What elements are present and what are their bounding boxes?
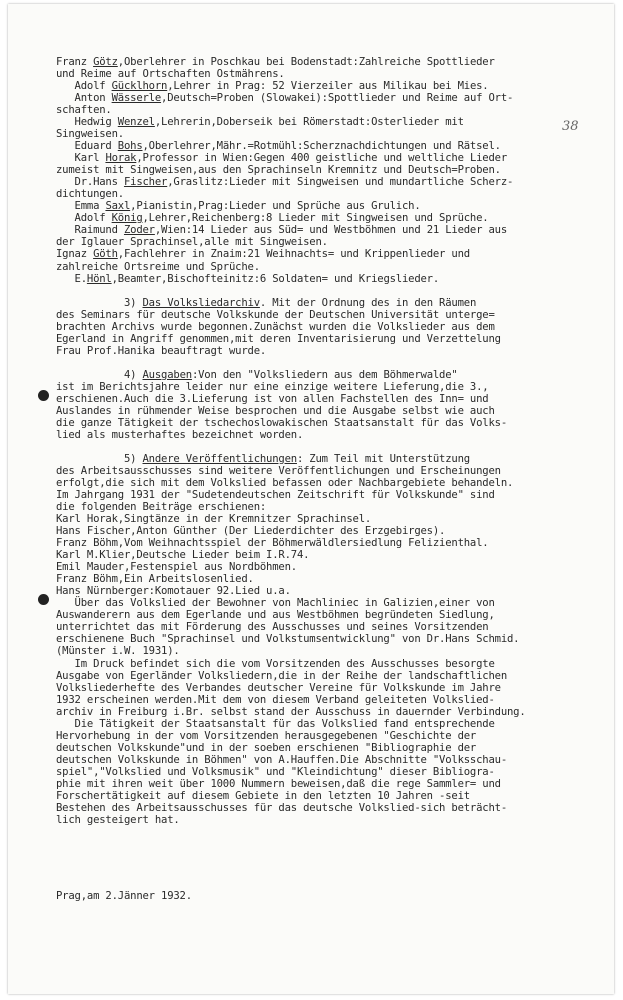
line-text: Bestehen des Arbeitsausschusses für das deutsche Volkslied-sich beträcht- (56, 801, 507, 814)
text-line (56, 68, 285, 80)
text-line (56, 718, 495, 730)
line-text: 5) (56, 452, 143, 465)
line-text: archiv in Freiburg i.Br. selbst stand der Ausschuss in dauernder Verbindung. (56, 705, 526, 718)
text-line (56, 429, 303, 441)
text-line (56, 212, 488, 224)
text-line (56, 381, 488, 393)
line-text: und Reime auf Ortschaften Ostmährens. (56, 68, 285, 81)
line-text: Hans Nürnberger:Komotauer 92.Lied u.a. (56, 585, 291, 598)
line-text: des Seminars für deutsche Volkskunde der Deutschen Universität unterge= (56, 308, 495, 321)
line-text: 1932 erscheinen werden.Mit dem von diesem Verband geleiteten Volkslied- (56, 693, 495, 706)
document-page (8, 4, 614, 994)
line-text: Hans Fischer,Anton Günther (Der Liederdichter des Erzgebirges). (56, 525, 446, 538)
underlined-name: Zoder (123, 224, 155, 237)
text-line (56, 525, 445, 537)
text-line (56, 248, 470, 260)
text-line (56, 164, 501, 176)
line-text: Egerland in Angriff genommen,mit deren Inventarisierung und Verzettelung (56, 332, 501, 345)
line-text: Singweisen. (56, 128, 124, 141)
line-text: Karl (56, 152, 106, 165)
underlined-name: Horak (105, 152, 137, 165)
line-text: ,Wien:14 Lieder aus Süd= und Westböhmen und 21 Lieder aus (154, 224, 508, 237)
underlined-name: Wenzel (117, 116, 155, 129)
underlined-name: Ausgaben (142, 368, 192, 381)
text-line (56, 778, 501, 790)
line-text: deutschen Volkskunde in Böhmen" von A.Hauffen.Die Abschnitte "Volksschau- (56, 753, 507, 766)
line-text: die ganze Tätigkeit der tschechoslowakischen Staatsanstalt für das Volks- (56, 416, 507, 429)
text-line (56, 585, 291, 597)
text-line (56, 128, 124, 140)
text-line (56, 790, 470, 802)
text-line (56, 573, 254, 585)
line-text: die folgenden Beiträge erschienen: (56, 501, 267, 514)
underlined-name: Bohs (117, 140, 143, 153)
underlined-name: Das Volksliedarchiv (142, 296, 260, 309)
line-text: dichtungen. (56, 188, 124, 201)
text-line (56, 297, 476, 309)
closing-date-line: Prag,am 2.Jänner 1932. (56, 890, 192, 902)
text-line (56, 730, 476, 742)
line-text: Auslandes in rühmender Weise besprochen und die Ausgabe selbst wie auch (56, 404, 495, 417)
text-line (56, 465, 501, 477)
line-text: Dr.Hans (56, 176, 124, 189)
text-line (56, 309, 495, 321)
line-text: Emil Mauder,Festenspiel aus Nordböhmen. (56, 561, 297, 574)
line-text: E. (56, 272, 87, 285)
text-line (56, 814, 180, 826)
text-line (56, 176, 513, 188)
text-line (56, 633, 519, 645)
text-line (56, 694, 495, 706)
line-text: Karl Horak,Singtänze in der Kremnitzer Sprachinsel. (56, 513, 372, 526)
text-line (56, 742, 476, 754)
text-line (56, 152, 507, 164)
text-line (56, 682, 501, 694)
text-line (56, 513, 371, 525)
line-text: Franz Böhm,Ein Arbeitslosenlied. (56, 573, 254, 586)
line-text: deutschen Volkskunde"und in der soeben erschienen "Bibliographie der (56, 741, 477, 754)
text-line (56, 200, 421, 212)
line-text: ,Lehrer in Prag: 52 Vierzeiler aus Milikau bei Mies. (167, 80, 489, 93)
underlined-name: Gücklhorn (111, 80, 168, 93)
text-line (56, 333, 501, 345)
text-line (56, 224, 507, 236)
line-text: Volksliederhefte des Verbandes deutscher Vereine für Volkskunde im Jahre (56, 681, 501, 694)
text-line (56, 597, 495, 609)
line-text: . Mit der Ordnung des in den Räumen (259, 296, 477, 309)
text-line (56, 405, 495, 417)
underlined-name: König (111, 212, 143, 225)
text-line (56, 369, 458, 381)
line-text: erschienene Buch "Sprachinsel und Volkstumsentwicklung" von Dr.Hans Schmid. (56, 633, 520, 646)
line-text: : Zum Teil mit Unterstützung (296, 452, 470, 465)
line-text: Über das Volkslied der Bewohner von Machliniec in Galizien,einer von (56, 597, 495, 610)
line-text: Forschertätigkeit auf diesem Gebiete in den letzten 10 Jahren -seit (56, 789, 470, 802)
line-text: Adolf (56, 212, 112, 225)
text-line (56, 670, 507, 682)
line-text: Im Druck befindet sich die vom Vorsitzenden des Ausschusses besorgte (56, 657, 495, 670)
line-text: :Von den "Volksliedern aus dem Böhmerwalde" (191, 368, 458, 381)
punch-hole-bottom (38, 594, 49, 605)
line-text: schaften. (56, 104, 112, 117)
text-line (56, 477, 513, 489)
text-line (56, 188, 124, 200)
line-text: zumeist mit Singweisen,aus den Sprachinseln Kremnitz und Deutsch=Proben. (56, 164, 501, 177)
text-line (56, 116, 464, 128)
line-text: Frau Prof.Hanika beauftragt wurde. (56, 344, 267, 357)
text-line (56, 766, 495, 778)
line-text: (Münster i.W. 1931). (56, 645, 180, 658)
text-line (56, 537, 488, 549)
underlined-name: Göth (93, 248, 118, 261)
line-text: ,Lehrer,Reichenberg:8 Lieder mit Singweisen und Sprüche. (142, 212, 489, 225)
line-text: Adolf (56, 80, 112, 93)
underlined-name: Fischer (123, 176, 168, 189)
line-text: Im Jahrgang 1931 der "Sudetendeutschen Zeitschrift für Volkskunde" sind (56, 489, 495, 502)
line-text: ,Oberlehrer in Poschkau bei Bodenstadt:Zahlreiche Spottlieder (117, 56, 495, 68)
text-line (56, 261, 260, 273)
underlined-name: Saxl (105, 200, 131, 213)
line-text: unterrichtet das mit Förderung des Ausschusses und seines Vorsitzenden (56, 621, 489, 634)
text-line (56, 754, 507, 766)
line-text: Anton (56, 92, 112, 105)
handwritten-page-number: 38 (562, 119, 579, 134)
line-text: lich gesteigert hat. (56, 813, 180, 826)
underlined-name: Wässerle (111, 92, 162, 105)
line-text: Eduard (56, 140, 118, 153)
line-text: Karl M.Klier,Deutsche Lieder beim I.R.74. (56, 549, 310, 562)
text-line (56, 273, 439, 285)
text-line (56, 140, 501, 152)
line-text: ,Fachlehrer in Znaim:21 Weihnachts= und Krippenlieder und (117, 248, 470, 261)
line-text: Emma (56, 200, 106, 213)
text-line (56, 658, 495, 670)
punch-hole-top (38, 390, 49, 401)
text-line (56, 802, 507, 814)
line-text: 3) (56, 296, 143, 309)
text-line (56, 393, 488, 405)
text-line (56, 549, 309, 561)
line-text: Die Tätigkeit der Staatsanstalt für das Volkslied fand entsprechende (56, 717, 495, 730)
text-line (56, 80, 488, 92)
text-line (56, 321, 495, 333)
text-line (56, 489, 495, 501)
text-line (56, 706, 526, 718)
text-line (56, 645, 180, 657)
line-text: Auswanderern aus dem Egerlande und aus Westböhmen begründeten Siedlung, (56, 609, 495, 622)
underlined-name: Andere Veröffentlichungen (142, 452, 297, 465)
line-text: Hedwig (56, 116, 118, 129)
text-line (56, 609, 495, 621)
line-text: phie mit ihren weit über 1000 Nummern beweisen,daß die rege Sammler= und (56, 777, 501, 790)
line-text: erfolgt,die sich mit dem Volkslied befassen oder Nachbargebiete behandeln. (56, 477, 514, 490)
line-text: des Arbeitsausschusses sind weitere Veröffentlichungen und Erscheinungen (56, 465, 501, 478)
text-line (56, 56, 495, 68)
line-text: Raimund (56, 224, 124, 237)
text-line (56, 92, 513, 104)
line-text: brachten Archivs wurde begonnen.Zunächst wurden die Volkslieder aus dem (56, 320, 495, 333)
text-line (56, 417, 507, 429)
line-text: erschienen.Auch die 3.Lieferung ist von allen Fachstellen des Inn= und (56, 392, 489, 405)
text-line (56, 621, 488, 633)
text-line (56, 501, 266, 513)
line-text: spiel","Volkslied und Volksmusik" und "Kleindichtung" dieser Bibliogra- (56, 765, 495, 778)
line-text: Franz (56, 56, 94, 68)
line-text: der Iglauer Sprachinsel,alle mit Singweisen. (56, 236, 328, 249)
text-line (56, 453, 470, 465)
line-text: ,Professor in Wien:Gegen 400 geistliche und weltliche Lieder (136, 152, 508, 165)
line-text: ist im Berichtsjahre leider nur eine einzige weitere Lieferung,die 3., (56, 380, 489, 393)
line-text: Franz Böhm,Vom Weihnachtsspiel der Böhmerwäldlersiedlung Felizienthal. (56, 537, 489, 550)
underlined-name: Hönl (86, 272, 112, 285)
line-text: lied als musterhaftes bezeichnet worden. (56, 428, 304, 441)
text-line (56, 561, 297, 573)
line-text: Ignaz (56, 248, 94, 261)
text-line (56, 236, 328, 248)
underlined-name: Götz (93, 56, 118, 68)
text-line (56, 104, 112, 116)
line-text: ,Oberlehrer,Mähr.=Rotmühl:Scherznachdichtungen und Rätsel. (142, 140, 501, 153)
line-text: ,Graslitz:Lieder mit Singweisen und mundartliche Scherz- (167, 176, 514, 189)
text-line (56, 345, 266, 357)
line-text: ,Pianistin,Prag:Lieder und Sprüche aus Grulich. (130, 200, 421, 213)
line-text: 4) (56, 368, 143, 381)
line-text: Hervorhebung in der vom Vorsitzenden herausgegebenen "Geschichte der (56, 729, 477, 742)
line-text: ,Lehrerin,Doberseik bei Römerstadt:Osterlieder mit (154, 116, 464, 129)
line-text: Ausgabe von Egerländer Volksliedern,die in der Reihe der landschaftlichen (56, 669, 507, 682)
line-text: ,Beamter,Bischofteinitz:6 Soldaten= und Kriegslieder. (111, 272, 440, 285)
line-text: ,Deutsch=Proben (Slowakei):Spottlieder und Reime auf Ort- (161, 92, 514, 105)
line-text: zahlreiche Ortsreime und Sprüche. (56, 260, 260, 273)
